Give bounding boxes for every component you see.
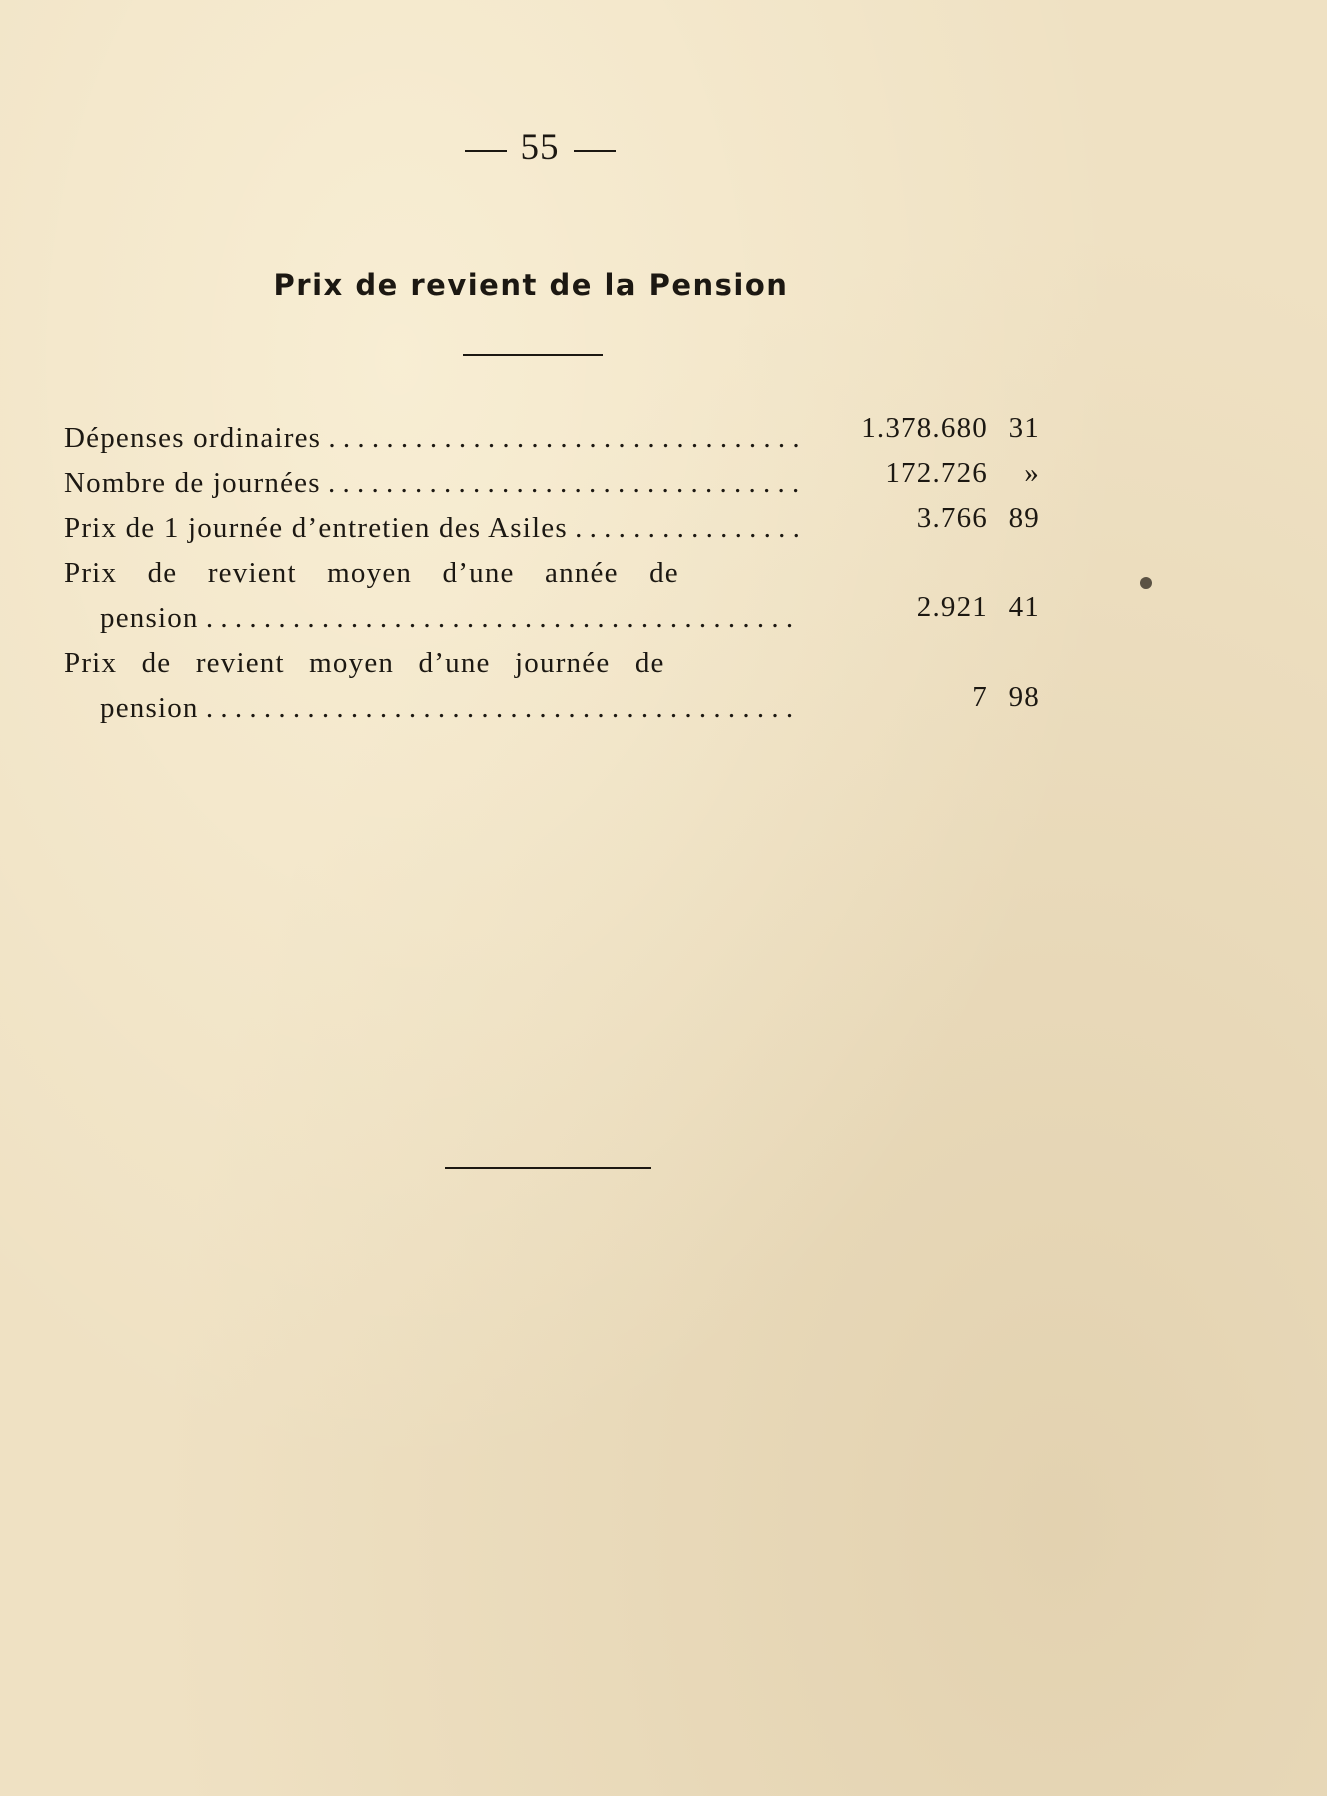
entry-label: Prix de 1 journée d’entretien des Asiles . . . xyxy=(64,512,800,545)
entry-cents: 31 xyxy=(1008,412,1040,444)
entry-value xyxy=(972,681,1040,714)
entry-prix-annee xyxy=(64,557,1040,647)
entry-amount: 172.726 xyxy=(885,457,988,489)
entry-label-line2: pension . . . xyxy=(100,602,800,635)
entry-cents: 89 xyxy=(1008,502,1040,534)
entry-cents: » xyxy=(1024,457,1040,489)
entry-label-line1: Prix de revient moyen d’une journée de xyxy=(64,647,665,679)
page-number-value: 55 xyxy=(520,127,560,168)
title-underline xyxy=(463,354,603,356)
entry-amount: 7 xyxy=(972,681,988,713)
entry-value xyxy=(917,502,1040,535)
right-dash xyxy=(574,150,616,152)
entry-amount: 1.378.680 xyxy=(861,412,988,444)
entry-label: Dépenses ordinaires . . . xyxy=(64,422,800,455)
entry-value xyxy=(861,412,1040,445)
cost-table xyxy=(64,412,1040,737)
entry-label-line2: pension . . . xyxy=(100,692,800,725)
entry-label: Nombre de journées . . . xyxy=(64,467,800,500)
entry-prix-journee-asiles xyxy=(64,502,1040,557)
closing-rule xyxy=(445,1167,651,1169)
left-dash xyxy=(465,150,507,152)
entry-value xyxy=(885,457,1040,490)
entry-cents: 98 xyxy=(1008,681,1040,713)
ink-spot xyxy=(1140,577,1152,589)
entry-label-line1: Prix de revient moyen d’une année de xyxy=(64,557,679,589)
entry-value xyxy=(917,591,1040,624)
entry-amount: 3.766 xyxy=(916,502,988,534)
entry-prix-journee xyxy=(64,647,1040,737)
entry-amount: 2.921 xyxy=(916,591,988,623)
page-number xyxy=(0,126,1080,169)
entry-cents: 41 xyxy=(1008,591,1040,623)
entry-journees xyxy=(64,457,1040,512)
page-title: Prix de revient de la Pension xyxy=(273,268,789,302)
